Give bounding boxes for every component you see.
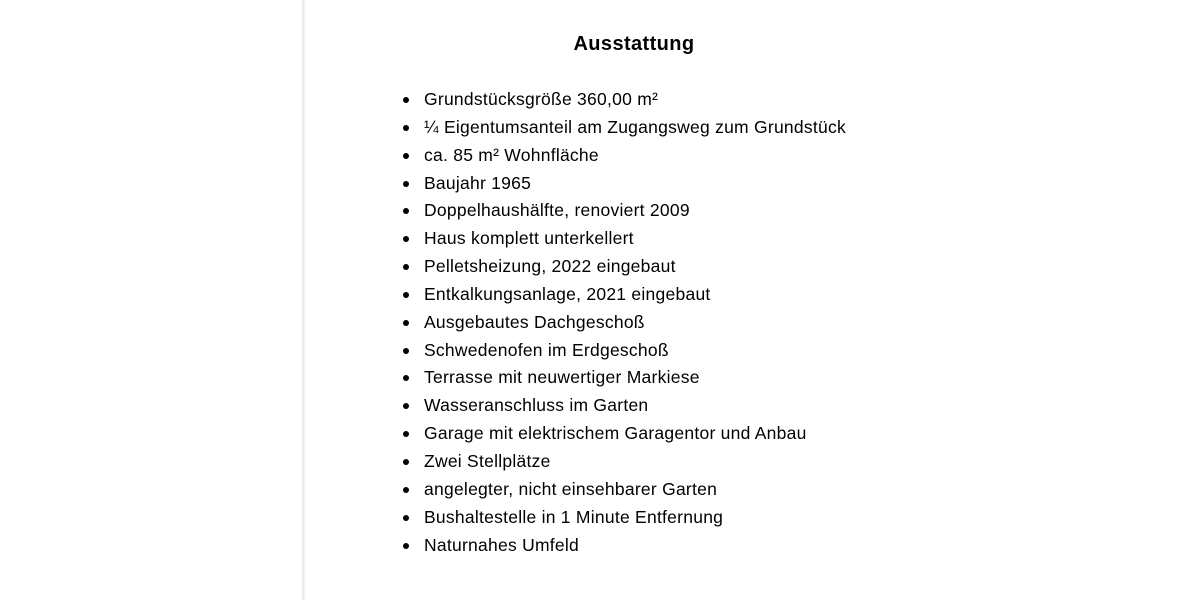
list-item: Ausgebautes Dachgeschoß [424,309,846,337]
list-item: Wasseranschluss im Garten [424,392,846,420]
list-item: Doppelhaushälfte, renoviert 2009 [424,197,846,225]
feature-list [424,86,846,559]
list-item: Schwedenofen im Erdgeschoß [424,337,846,365]
list-item: ca. 85 m² Wohnfläche [424,142,846,170]
list-item: Entkalkungsanlage, 2021 eingebaut [424,281,846,309]
content-area [306,0,1200,600]
left-margin [0,0,302,600]
list-item: Haus komplett unterkellert [424,225,846,253]
list-item: Zwei Stellplätze [424,448,846,476]
list-item: Grundstücksgröße 360,00 m² [424,86,846,114]
list-item: angelegter, nicht einsehbarer Garten [424,476,846,504]
list-item: Pelletsheizung, 2022 eingebaut [424,253,846,281]
section-heading: Ausstattung [573,33,695,55]
list-item: Terrasse mit neuwertiger Markiese [424,364,846,392]
list-item: Baujahr 1965 [424,170,846,198]
list-item: Garage mit elektrischem Garagentor und Anbau [424,420,846,448]
list-item: ¼ Eigentumsanteil am Zugangsweg zum Grundstück [424,114,846,142]
list-item: Naturnahes Umfeld [424,532,846,560]
list-item: Bushaltestelle in 1 Minute Entfernung [424,504,846,532]
